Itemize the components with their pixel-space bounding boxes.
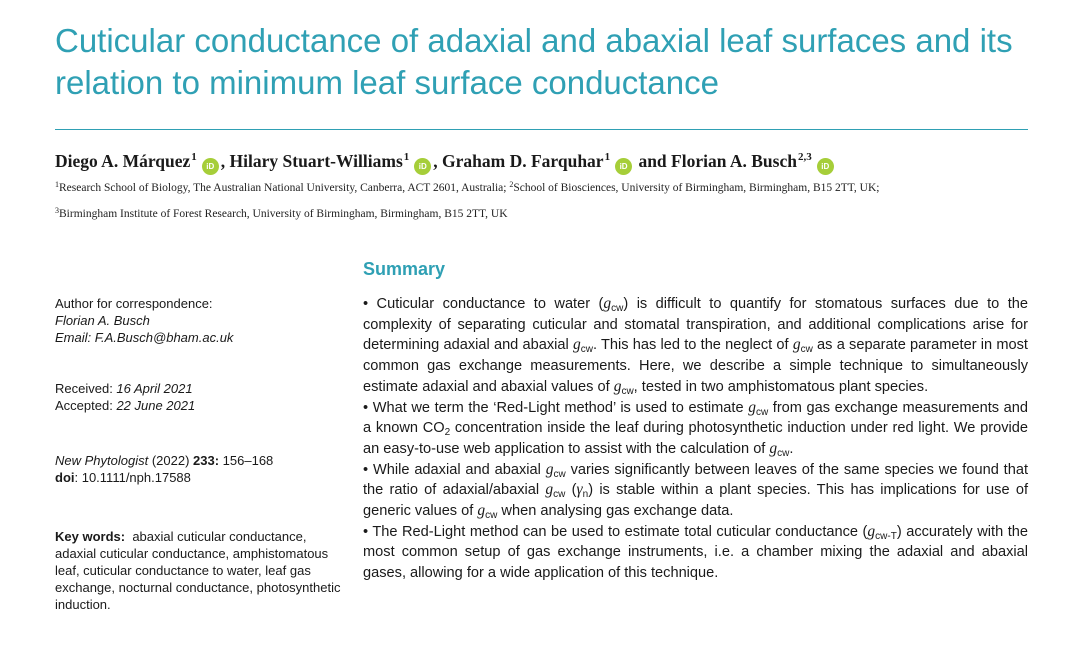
author-affiliation-mark: 1: [604, 151, 611, 163]
doi-value: : 10.1111/nph.17588: [74, 470, 191, 485]
author: [55, 151, 230, 171]
math-variable: $\gamma_n$: [576, 481, 589, 501]
keywords-text: abaxial cuticular conductance, adaxial cuticular conductance, amphistomatous leaf, cuticular conductance to water, leaf gas exchange, nocturnal conductance, photosynthetic induction.: [55, 529, 341, 612]
math-variable: $g_{cw}$: [477, 502, 498, 522]
affiliation-text: Birmingham Institute of Forest Research, University of Birmingham, Birmingham, B15 2TT, UK: [59, 208, 508, 220]
orcid-icon[interactable]: iD: [414, 158, 431, 175]
received-date: [55, 380, 345, 397]
affiliation-text: Research School of Biology, The Australian National University, Canberra, ACT 2601, Australia;: [59, 182, 510, 194]
author-list: [55, 143, 1045, 175]
subscript: 2: [444, 427, 451, 439]
summary-bullet: • What we term the ‘Red-Light method’ is used to estimate $g_{cw}$ from gas exchange measurements and a known $CO_2$ concentration inside the leaf during photosynthetic induction under red light. We provide an easy-to-use web application to assist with the calculation of $g_{cw}$.: [363, 398, 1028, 459]
math-variable: $g_{cw-T}$: [867, 522, 897, 542]
affiliation-mark: 1: [55, 180, 59, 189]
keywords-block: [55, 528, 345, 613]
author-separator: ,: [433, 151, 443, 171]
citation-line: [55, 452, 345, 469]
citation-year: (2022): [148, 453, 194, 468]
paper-title: Cuticular conductance of adaxial and abaxial leaf surfaces and its relation to minimum leaf surface conductance: [55, 22, 1013, 101]
accepted-label: Accepted:: [55, 398, 117, 413]
orcid-icon[interactable]: iD: [615, 158, 632, 175]
author-separator: ,: [220, 151, 230, 171]
math-variable: $g_{cw}$: [792, 336, 813, 356]
author-name: Graham D. Farquhar: [442, 151, 604, 171]
affiliation-mark: 3: [55, 206, 59, 215]
correspondence-email[interactable]: Email: F.A.Busch@bham.ac.uk: [55, 330, 234, 345]
author-affiliation-mark: 1: [403, 151, 410, 163]
received-label: Received:: [55, 381, 117, 396]
summary-list: [363, 294, 1028, 584]
summary-bullet: • Cuticular conductance to water $(g_{cw})$ is difficult to quantify for stomatous surfaces due to the complexity of separating cuticular and stomatal transpiration, and additional complications arise for determining adaxial and abaxial $g_{cw}$. This has led to the neglect of $g_{cw}$ as a separate parameter in most common gas exchange measurements. Here, we describe a simple technique to simultaneously estimate adaxial and abaxial values of $g_{cw}$, tested in two amphistomatous plant species.: [363, 295, 1028, 397]
title-divider: [55, 129, 1028, 130]
author-name: Diego A. Márquez: [55, 151, 191, 171]
journal-name: New Phytologist: [55, 453, 149, 468]
orcid-icon[interactable]: iD: [202, 158, 219, 175]
author: [671, 151, 836, 171]
author-name: Florian A. Busch: [671, 151, 797, 171]
doi-label: doi: [55, 470, 75, 485]
math-variable: $g_{cw}$: [545, 460, 566, 480]
received-value: 16 April 2021: [116, 381, 193, 396]
summary-bullet: • The Red-Light method can be used to estimate total cuticular conductance $(g_{cw-T})$ accurately with the most common setup of gas exchange instruments, i.e. a chamber mixing the adaxial and abaxial gases, allowing for a wide application of this technique.: [363, 522, 1028, 582]
dates-block: [55, 380, 345, 414]
author: [442, 151, 671, 171]
citation-pages: 156–168: [219, 453, 274, 468]
correspondence-label: Author for correspondence:: [55, 296, 213, 311]
author-name: Hilary Stuart-Williams: [229, 151, 403, 171]
accepted-value: 22 June 2021: [116, 398, 196, 413]
orcid-icon[interactable]: iD: [817, 158, 834, 175]
affiliation-mark: 2: [509, 180, 514, 189]
doi-line[interactable]: [55, 469, 345, 486]
author: [230, 151, 442, 171]
math-variable: $g_{cw}$: [603, 295, 624, 314]
math-variable: $g_{cw}$: [769, 439, 790, 459]
math-variable: $g_{cw}$: [613, 377, 634, 397]
citation-volume: 233:: [193, 453, 220, 468]
keywords-label: Key words:: [55, 529, 126, 544]
affiliations-line-1: [55, 177, 1045, 196]
summary-heading: Summary: [363, 259, 446, 279]
summary-bullet: • While adaxial and abaxial $g_{cw}$ varies significantly between leaves of the same species we found that the ratio of adaxial/abaxial $g_{cw}$ $(\gamma_n)$ is stable within a plant species. This has implications for use of generic values of $g_{cw}$ when analysing gas exchange data.: [363, 460, 1029, 522]
math-variable: $g_{cw}$: [573, 336, 593, 356]
author-separator: and: [634, 151, 672, 171]
math-variable: $g_{cw}$: [545, 481, 566, 501]
author-affiliation-mark: 1: [191, 151, 197, 163]
affiliation-text: School of Biosciences, University of Birmingham, Birmingham, B15 2TT, UK;: [513, 182, 880, 194]
accepted-date: [55, 397, 345, 414]
correspondence-name: Florian A. Busch: [55, 313, 150, 328]
author-affiliation-mark: 2,3: [797, 151, 812, 163]
math-variable: $g_{cw}$: [748, 398, 769, 418]
citation-block: [55, 452, 345, 486]
affiliations-line-2: [55, 203, 1045, 222]
correspondence-block: [55, 295, 345, 346]
